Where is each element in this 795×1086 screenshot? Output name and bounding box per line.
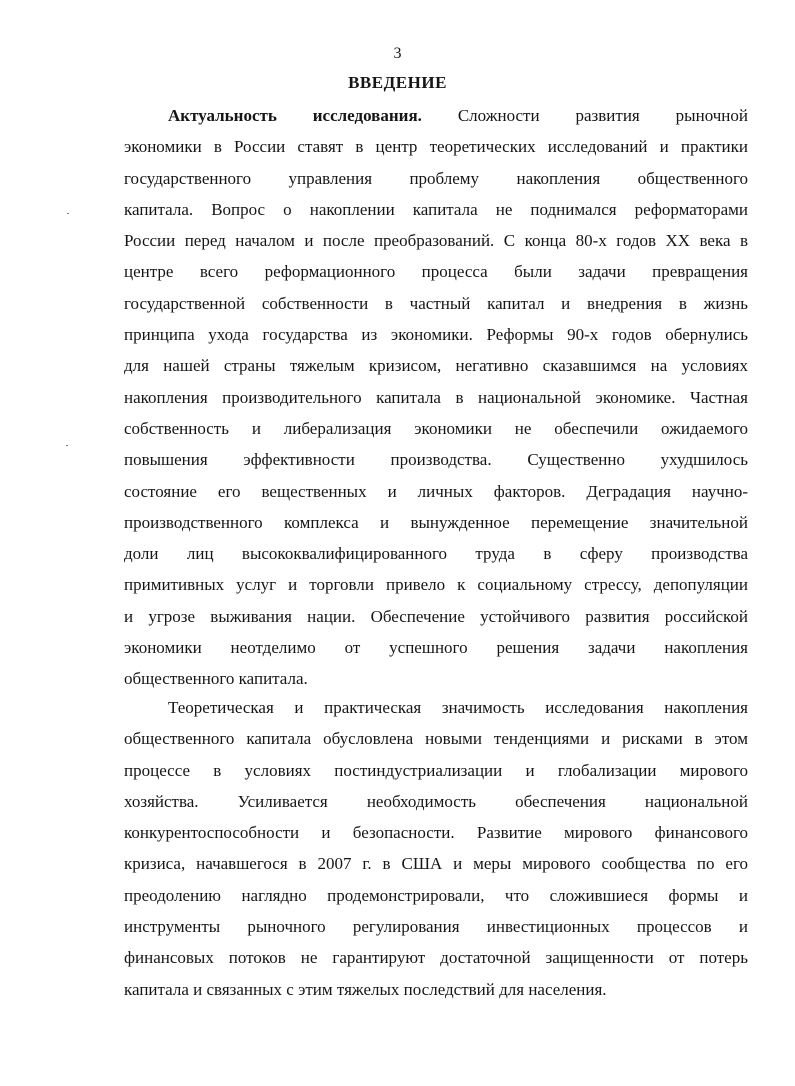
paragraph-significance bbox=[124, 692, 748, 1005]
text-line: преодолению наглядно продемонстрировали, что сложившиеся формы и bbox=[124, 885, 748, 905]
text-line: хозяйства. Усиливается необходимость обеспечения национальной bbox=[124, 791, 748, 811]
text-line: государственного управления проблему накопления общественного bbox=[124, 168, 748, 188]
text-line: принципа ухода государства из экономики. Реформы 90-х годов обернулись bbox=[124, 325, 748, 345]
text-line: финансовых потоков не гарантируют достаточной защищенности от потерь bbox=[124, 948, 748, 968]
text-line: капитала. Вопрос о накоплении капитала не поднимался реформаторами bbox=[124, 199, 748, 219]
text-line: состояние его вещественных и личных факторов. Деградация научно- bbox=[124, 481, 748, 501]
text-line-content: Сложности развития рыночной bbox=[457, 106, 748, 125]
text-line bbox=[124, 100, 748, 131]
text-line: Теоретическая и практическая значимость исследования накопления bbox=[168, 698, 748, 717]
text-line: кризиса, начавшегося в 2007 г. в США и меры мирового сообщества по его bbox=[124, 854, 748, 874]
text-line: капитала и связанных с этим тяжелых последствий для населения. bbox=[124, 979, 607, 999]
text-line: экономики неотделимо от успешного решения задачи накопления bbox=[124, 638, 748, 658]
text-line: России перед началом и после преобразований. С конца 80-х годов XX века в bbox=[124, 231, 748, 251]
page-number: 3 bbox=[393, 45, 402, 62]
text-line: повышения эффективности производства. Существенно ухудшилось bbox=[124, 450, 748, 470]
text-line: доли лиц высококвалифицированного труда в сферу производства bbox=[124, 544, 748, 564]
text-line: и угрозе выживания нации. Обеспечение устойчивого развития российской bbox=[124, 606, 748, 626]
text-line: инструменты рыночного регулирования инвестиционных процессов и bbox=[124, 917, 748, 937]
paragraph-relevance bbox=[124, 100, 748, 695]
text-line: экономики в России ставят в центр теоретических исследований и практики bbox=[124, 137, 748, 157]
text-line: накопления производительного капитала в национальной экономике. Частная bbox=[124, 387, 748, 407]
text-line: центре всего реформационного процесса были задачи превращения bbox=[124, 262, 748, 282]
text-line: собственность и либерализация экономики не обеспечили ожидаемого bbox=[124, 418, 748, 438]
scan-speck bbox=[67, 213, 69, 214]
text-line: конкурентоспособности и безопасности. Развитие мирового финансового bbox=[124, 823, 748, 843]
text-line: производственного комплекса и вынужденное перемещение значительной bbox=[124, 512, 748, 532]
text-line: примитивных услуг и торговли привело к социальному стрессу, депопуляции bbox=[124, 575, 748, 595]
scan-speck bbox=[66, 445, 68, 446]
text-line: государственной собственности в частный капитал и внедрения в жизнь bbox=[124, 293, 748, 313]
text-line: общественного капитала обусловлена новыми тенденциями и рисками в этом bbox=[124, 729, 748, 749]
section-heading: ВВЕДЕНИЕ bbox=[348, 73, 447, 92]
lead-phrase: Актуальность исследования. bbox=[168, 106, 422, 125]
text-line: для нашей страны тяжелым кризисом, негативно сказавшимся на условиях bbox=[124, 356, 748, 376]
text-line: общественного капитала. bbox=[124, 669, 308, 689]
text-line: процессе в условиях постиндустриализации и глобализации мирового bbox=[124, 760, 748, 780]
